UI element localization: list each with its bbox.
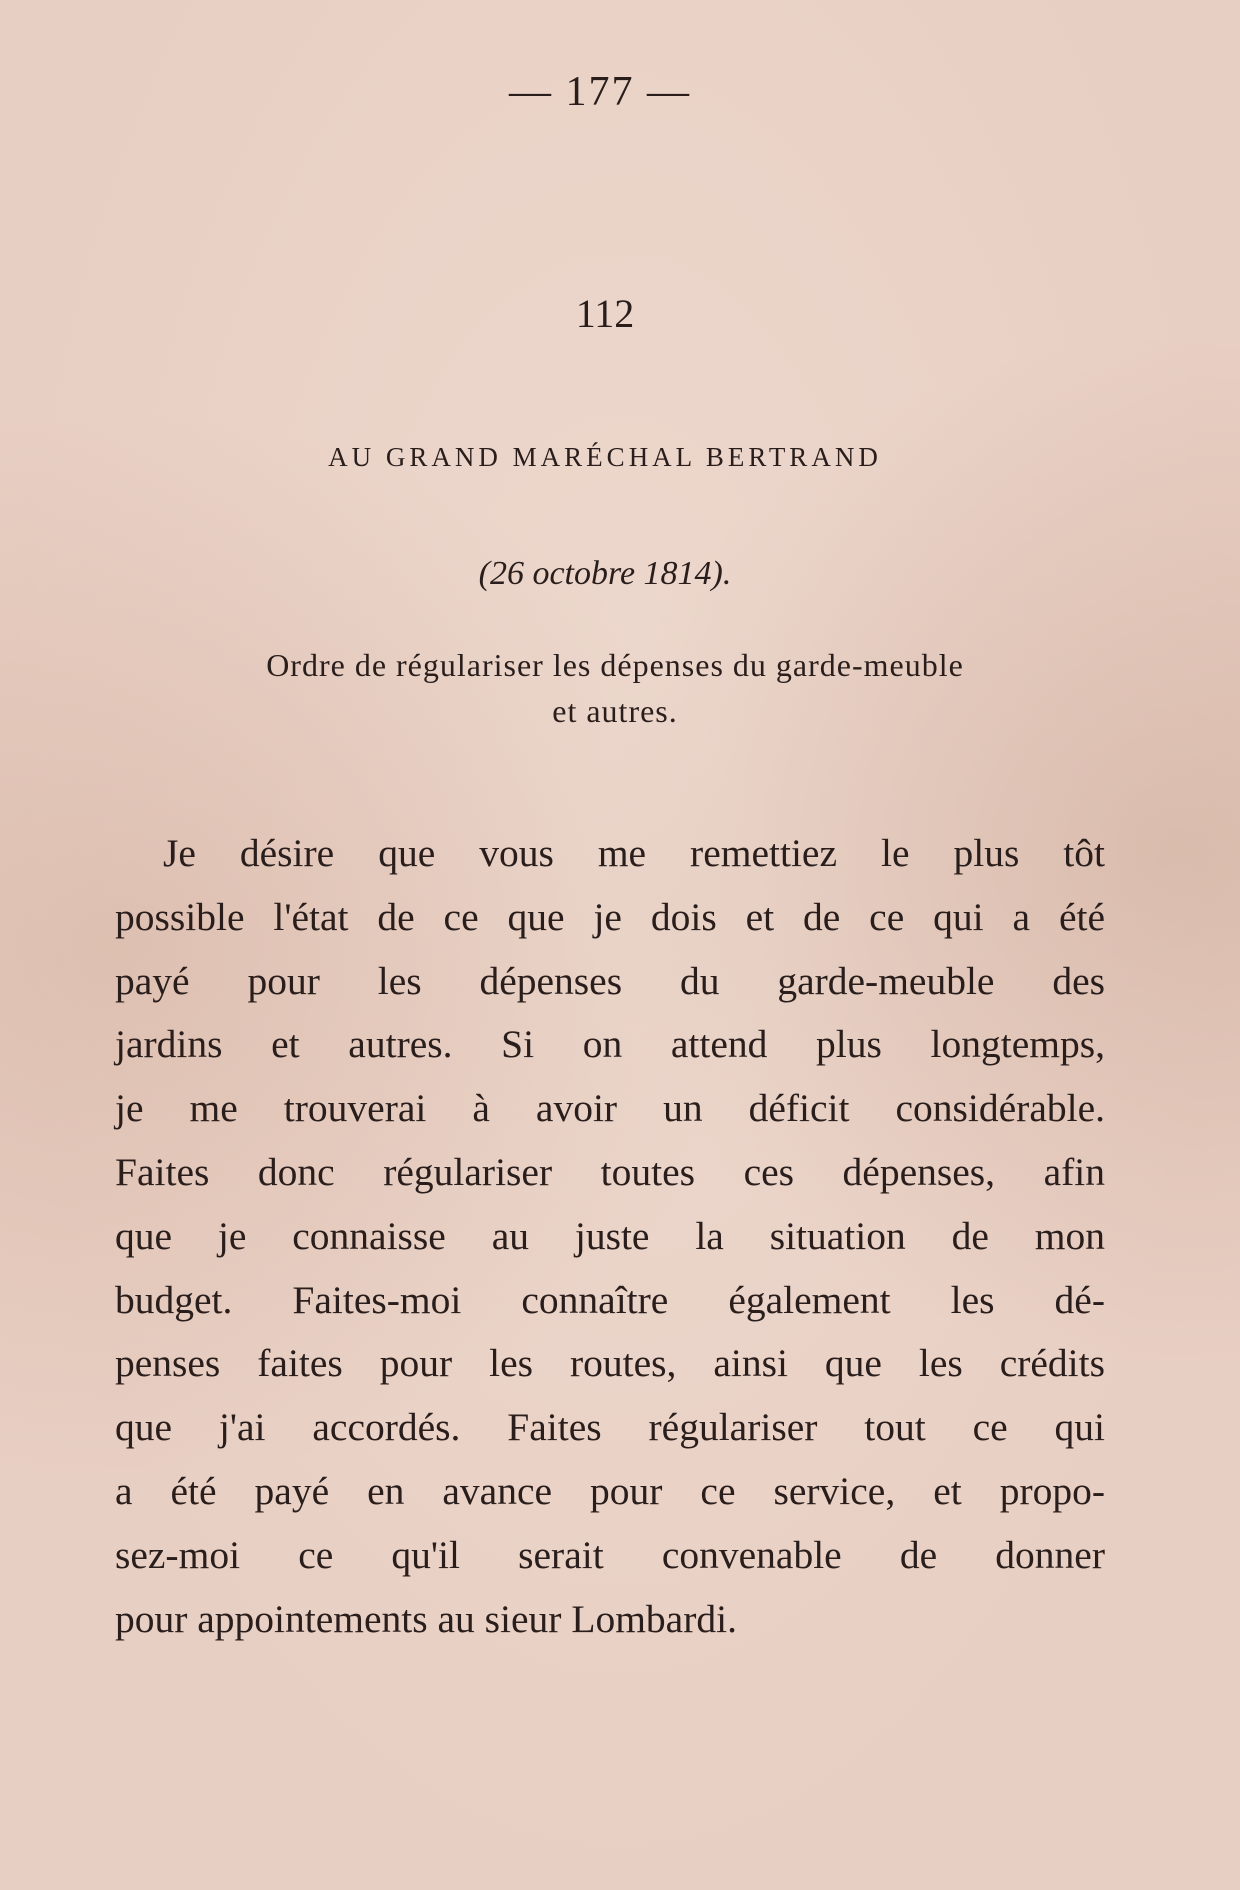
body-line: payé pour les dépenses du garde-meuble des xyxy=(115,958,1105,1003)
body-line: sez-moi ce qu'il serait convenable de donner xyxy=(115,1532,1105,1577)
letter-summary xyxy=(150,642,1080,734)
body-line: que j'ai accordés. Faites régulariser tout ce qui xyxy=(115,1405,1105,1450)
summary-line: et autres. xyxy=(552,693,678,729)
body-line: pour appointements au sieur Lombardi. xyxy=(115,1596,737,1641)
body-line: penses faites pour les routes, ainsi que les crédits xyxy=(115,1341,1105,1386)
letter-date: (26 octobre 1814). xyxy=(478,555,732,592)
body-line: Je désire que vous me remettiez le plus tôt xyxy=(163,831,1105,875)
body-line: que je connaisse au juste la situation de mon xyxy=(115,1213,1105,1258)
recipient-heading: AU GRAND MARÉCHAL BERTRAND xyxy=(328,442,882,472)
letter-number: 112 xyxy=(575,291,635,336)
body-line: Faites donc régulariser toutes ces dépenses, afin xyxy=(115,1149,1105,1194)
body-line: je me trouverai à avoir un déficit considérable. xyxy=(115,1086,1105,1131)
letter-body xyxy=(115,822,1105,1651)
body-line: budget. Faites-moi connaître également les dé- xyxy=(115,1277,1105,1322)
body-line: a été payé en avance pour ce service, et propo- xyxy=(115,1468,1105,1513)
body-line: jardins et autres. Si on attend plus longtemps, xyxy=(115,1022,1105,1067)
summary-line: Ordre de régulariser les dépenses du garde-meuble xyxy=(266,647,964,683)
body-line: possible l'état de ce que je dois et de ce qui a été xyxy=(115,894,1105,939)
page-number: — 177 — xyxy=(509,69,691,115)
